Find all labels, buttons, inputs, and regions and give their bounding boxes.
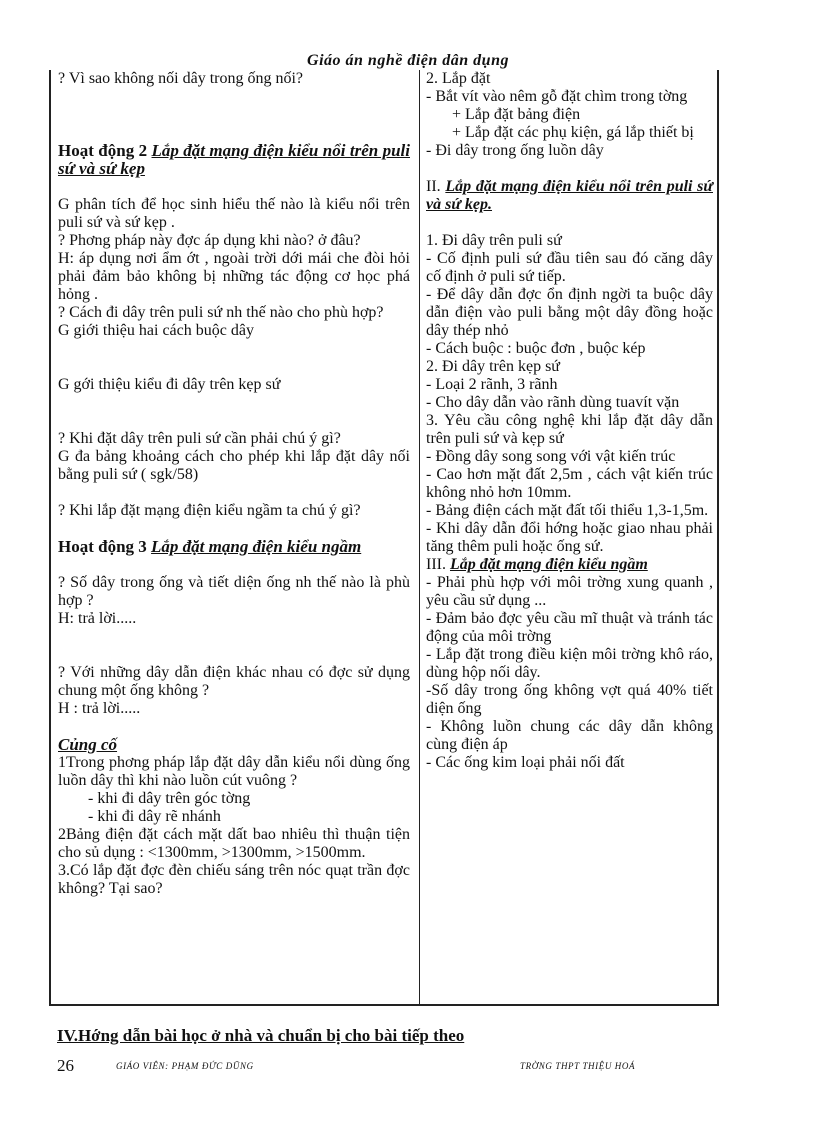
content-line: 1. Đi dây trên puli sứ	[426, 232, 562, 249]
content-line: - Cao hơn mặt đất 2,5m , cách vật kiến trúc không nhỏ hơn 10mm.	[426, 466, 713, 501]
teacher-note: G gới thiệu kiểu đi dây trên kẹp sứ	[58, 376, 281, 393]
content-line: -Số dây trong ống không vợt quá 40% tiết diện ống	[426, 682, 713, 717]
teacher-note: G đa bảng khoảng cách cho phép khi lắp đặt dây nối bằng puli sứ ( sgk/58)	[58, 448, 410, 483]
student-answer: H: áp dụng nơi ẩm ớt , ngoài trời dới mái che đòi hỏi phải đảm bảo không bị những tác động cơ học phá hỏng .	[58, 250, 410, 303]
content-line: - Loại 2 rãnh, 3 rãnh	[426, 376, 558, 393]
content-line: - Lắp đặt trong điều kiện môi trờng khô ráo, dùng hộp nối dây.	[426, 646, 713, 681]
question-text: ? Phơng pháp này đợc áp dụng khi nào? ở đâu?	[58, 232, 361, 249]
document-header: Giáo án nghề điện dân dụng	[307, 52, 509, 69]
content-line: - Đi dây trong ống luồn dây	[426, 142, 604, 159]
review-question: 3.Có lắp đặt đợc đèn chiếu sáng trên nóc quạt trần đợc không? Tại sao?	[58, 862, 410, 897]
teacher-note: G phân tích để học sinh hiểu thế nào là kiểu nổi trên puli sứ và sứ kẹp .	[58, 196, 410, 231]
review-question: 1Trong phơng pháp lắp đặt dây dẫn kiểu nổi dùng ống luồn dây thì khi nào luồn cút vuông ?	[58, 754, 410, 789]
student-answer: H : trả lời.....	[58, 700, 141, 717]
question-text: ? Vì sao không nối dây trong ống nối?	[58, 70, 304, 87]
section-3-title: Lắp đặt mạng điện kiểu ngầm	[449, 556, 648, 573]
lesson-table	[49, 70, 719, 1006]
column-divider	[419, 70, 420, 1004]
content-line: - Cho dây dẫn vào rãnh dùng tuavít vặn	[426, 394, 680, 411]
consolidation-heading: Củng cố	[58, 735, 118, 754]
teacher-name: GIÁO VIÊN: PHẠM ĐỨC DŨNG	[116, 1061, 254, 1071]
content-line: - Khi dây dẫn đổi hớng hoặc giao nhau phải tăng thêm puli hoặc ống sứ.	[426, 520, 713, 555]
content-line: - Các ống kim loại phải nối đất	[426, 754, 625, 771]
content-line: - Đồng dây song song với vật kiến trúc	[426, 448, 676, 465]
question-text: ? Khi đặt dây trên puli sứ cần phải chú ý gì?	[58, 430, 341, 447]
question-text: ? Cách đi dây trên puli sứ nh thế nào cho phù hợp?	[58, 304, 384, 321]
section-3-heading: III. Lắp đặt mạng điện kiểu ngầm	[426, 556, 648, 573]
activity-3-heading: Hoạt động 3 Lắp đặt mạng điện kiểu ngầm	[58, 537, 362, 556]
question-text: ? Số dây trong ống và tiết diện ống nh thế nào là phù hợp ?	[58, 574, 410, 609]
review-answer-option: - khi đi dây rẽ nhánh	[88, 808, 221, 825]
homework-section-title: IV.Hớng dẫn bài học ở nhà và chuẩn bị cho bài tiếp theo	[57, 1026, 465, 1045]
activity-3-title: Lắp đặt mạng điện kiểu ngầm	[151, 537, 362, 556]
section-2-title: Lắp đặt mạng điện kiểu nổi trên puli sứ và sứ kẹp.	[426, 178, 713, 213]
content-line: - Đảm bảo đợc yêu cầu mĩ thuật và tránh tác động của môi trờng	[426, 610, 713, 645]
content-line: - Bảng điện cách mặt đất tối thiểu 1,3-1,5m.	[426, 502, 709, 519]
content-line: + Lắp đặt bảng điện	[452, 106, 581, 123]
content-line: - Cách buộc : buộc đơn , buộc kép	[426, 340, 646, 357]
teacher-activities-column	[58, 70, 410, 898]
content-line: - Không luồn chung các dây dẫn không cùng điện áp	[426, 718, 713, 753]
question-text: ? Khi lắp đặt mạng điện kiểu ngầm ta chú ý gì?	[58, 502, 361, 519]
content-line: 3. Yêu cầu công nghệ khi lắp đặt dây dẫn trên puli sứ và kẹp sứ	[426, 412, 713, 447]
page-number: 26	[57, 1056, 74, 1075]
content-line: 2. Đi dây trên kẹp sứ	[426, 358, 560, 375]
student-answer: H: trả lời.....	[58, 610, 137, 627]
content-line: - Bắt vít vào nêm gỗ đặt chìm trong tờng	[426, 88, 688, 105]
content-line: 2. Lắp đặt	[426, 70, 491, 87]
content-column	[426, 70, 713, 772]
activity-2-heading: Hoạt động 2 Lắp đặt mạng điện kiểu nổi trên puli sứ và sứ kẹp	[58, 141, 410, 178]
question-text: ? Với những dây dẫn điện khác nhau có đợc sử dụng chung một ống không ?	[58, 664, 410, 699]
content-line: - Cố định puli sứ đầu tiên sau đó căng dây cố định ở puli sứ tiếp.	[426, 250, 713, 285]
review-question: 2Bảng điện đặt cách mặt dất bao nhiêu thì thuận tiện cho sủ dụng : <1300mm, >1300mm, >1500mm.	[58, 826, 410, 861]
section-2-heading: II. Lắp đặt mạng điện kiểu nổi trên puli sứ và sứ kẹp.	[426, 178, 713, 213]
content-line: - Để dây dẫn đợc ổn định ngời ta buộc dây dẫn điện vào puli bằng một dây đồng hoặc dây thép nhỏ	[426, 286, 713, 339]
teacher-note: G giới thiệu hai cách buộc dây	[58, 322, 254, 339]
activity-2-title: Lắp đặt mạng điện kiểu nổi trên puli sứ và sứ kẹp	[58, 141, 410, 178]
content-line: + Lắp đặt các phụ kiện, gá lắp thiết bị	[452, 124, 694, 141]
school-name: TRỜNG THPT THIỆU HOÁ	[520, 1061, 636, 1071]
review-answer-option: - khi đi dây trên góc tờng	[88, 790, 251, 807]
content-line: - Phải phù hợp với môi trờng xung quanh , yêu cầu sử dụng ...	[426, 574, 713, 609]
